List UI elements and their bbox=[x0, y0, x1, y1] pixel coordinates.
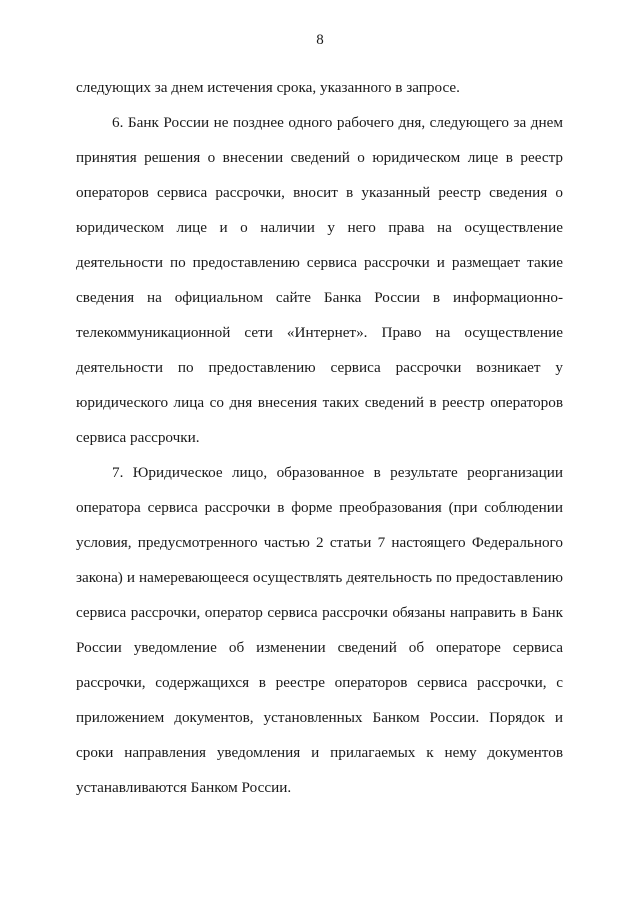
paragraph-6-last-line: сервиса рассрочки. bbox=[76, 429, 200, 446]
text-line: деятельности по предоставлению сервиса рассрочки возникает у bbox=[76, 359, 563, 376]
text-line: телекоммуникационной сети «Интернет». Право на осуществление bbox=[76, 324, 563, 341]
document-body bbox=[76, 70, 563, 805]
text-line: сведения на официальном сайте Банка России в информационно- bbox=[76, 289, 563, 306]
text-line: юридического лица со дня внесения таких сведений в реестр операторов bbox=[76, 394, 563, 411]
text-line: принятия решения о внесении сведений о юридическом лице в реестр bbox=[76, 149, 563, 166]
paragraph-7-last-line: устанавливаются Банком России. bbox=[76, 779, 292, 796]
text-line: следующих за днем истечения срока, указанного в запросе. bbox=[76, 79, 460, 96]
text-line: условия, предусмотренного частью 2 статьи 7 настоящего Федерального bbox=[76, 534, 563, 551]
text-line: сроки направления уведомления и прилагаемых к нему документов bbox=[76, 744, 563, 761]
text-line: сервиса рассрочки, оператор сервиса рассрочки обязаны направить в Банк bbox=[76, 604, 563, 621]
text-line: России уведомление об изменении сведений об операторе сервиса bbox=[76, 639, 563, 656]
text-line: оператора сервиса рассрочки в форме преобразования (при соблюдении bbox=[76, 499, 563, 516]
paragraph-6-first-line: 6. Банк России не позднее одного рабочего дня, следующего за днем bbox=[112, 114, 563, 131]
text-line: закона) и намеревающееся осуществлять деятельность по предоставлению bbox=[76, 569, 563, 586]
text-line: деятельности по предоставлению сервиса рассрочки и размещает такие bbox=[76, 254, 563, 271]
page-number: 8 bbox=[316, 32, 324, 48]
text-line: операторов сервиса рассрочки, вносит в указанный реестр сведения о bbox=[76, 184, 563, 201]
paragraph-7-first-line: 7. Юридическое лицо, образованное в результате реорганизации bbox=[112, 464, 563, 481]
text-line: юридическом лице и о наличии у него права на осуществление bbox=[76, 219, 563, 236]
text-line: приложением документов, установленных Банком России. Порядок и bbox=[76, 709, 563, 726]
text-line: рассрочки, содержащихся в реестре операторов сервиса рассрочки, с bbox=[76, 674, 563, 691]
